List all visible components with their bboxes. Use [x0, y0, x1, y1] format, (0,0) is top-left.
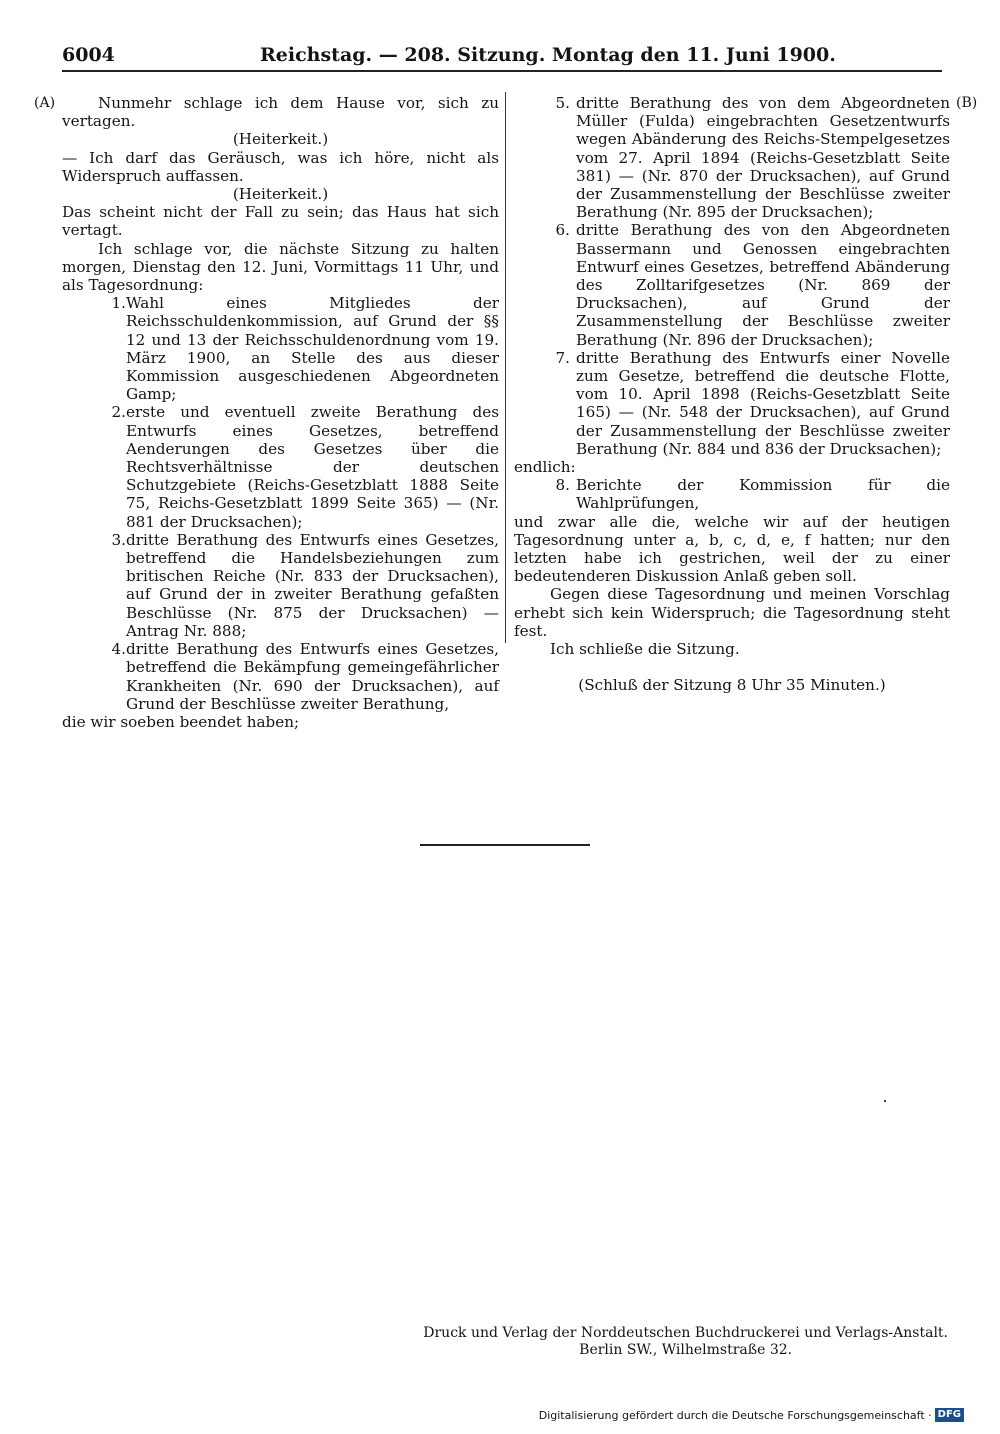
- agenda-item-text: dritte Berathung des Entwurfs eines Gesetzes, betreffend die Bekämpfung gemeingefährlicher Krankheiten (Nr. 690 der Drucksachen), auf Grund der Beschlüsse zweiter Berathung,: [126, 640, 499, 713]
- paragraph-close-session: Ich schließe die Sitzung.: [550, 640, 740, 659]
- agenda-item-text: dritte Berathung des Entwurfs einer Novelle zum Gesetze, betreffend die deutsche Flotte, vom 10. April 1898 (Reichs-Gesetzblatt Seite 165) — (Nr. 548 der Drucksachen), auf Grund der Zusammenstellung der Beschlüsse zweiter Berathung (Nr. 884 und 836 der Drucksachen);: [576, 348, 950, 458]
- agenda-item-number: 8.: [555, 476, 570, 495]
- paragraph-adjourn: Nunmehr schlage ich dem Hause vor, sich zu vertagen.: [62, 94, 499, 131]
- agenda-item-text: dritte Berathung des von dem Abgeordneten Müller (Fulda) eingebrachten Gesetzentwurfs wegen Abänderung des Reichs-Stempelgesetzes vom 27. April 1894 (Reichs-Gesetzblatt Seite 381) — (Nr. 870 der Drucksachen), auf Grund der Zusammenstellung der Beschlüsse zweiter Berathung (Nr. 895 der Drucksachen);: [576, 94, 950, 222]
- agenda-item-text: Wahl eines Mitgliedes der Reichsschuldenkommission, auf Grund der §§ 12 und 13 der Reichsschuldenordnung vom 19. März 1900, an Stelle des aus dieser Kommission ausgeschiedenen Abgeordneten Gamp;: [126, 294, 499, 404]
- closing-note: (Schluß der Sitzung 8 Uhr 35 Minuten.): [578, 676, 886, 695]
- scan-speck: [884, 1100, 886, 1102]
- left-column: [62, 94, 499, 731]
- agenda-item-number: 3.: [111, 530, 126, 549]
- printer-imprint: [423, 1325, 948, 1359]
- agenda-item-number: 7.: [555, 348, 570, 367]
- remark-laughter: (Heiterkeit.): [232, 185, 329, 204]
- agenda-item: [62, 294, 499, 403]
- credit-text: Digitalisierung gefördert durch die Deutsche Forschungsgemeinschaft ·: [538, 1408, 932, 1422]
- digitization-credit: [539, 1408, 964, 1422]
- page-number: 6004: [62, 44, 115, 66]
- agenda-item-text: Berichte der Kommission für die Wahlprüfungen,: [576, 476, 950, 513]
- margin-mark-b: (B): [956, 95, 978, 111]
- agenda-item: [62, 640, 499, 713]
- agenda-item: [62, 531, 499, 640]
- remark-laughter: (Heiterkeit.): [232, 130, 329, 149]
- endlich-label: endlich:: [514, 458, 576, 477]
- paragraph-adjourned: Das scheint nicht der Fall zu sein; das Haus hat sich vertagt.: [62, 203, 499, 240]
- imprint-line: Druck und Verlag der Norddeutschen Buchdruckerei und Verlags-Anstalt.: [423, 1325, 948, 1341]
- agenda-item-number: 4.: [111, 640, 126, 659]
- agenda-item: [514, 221, 950, 348]
- agenda-item-text: erste und eventuell zweite Berathung des Entwurfs eines Gesetzes, betreffend Aenderungen des Gesetzes über die Rechtsverhältnisse der deutschen Schutzgebiete (Reichs-Gesetzblatt 1888 Seite 75, Reichs-Gesetzblatt 1899 Seite 365) — (Nr. 881 der Drucksachen);: [126, 403, 499, 531]
- agenda-item: [62, 403, 499, 530]
- paragraph-agenda-fixed: Gegen diese Tagesordnung und meinen Vorschlag erhebt sich kein Widerspruch; die Tagesordnung steht fest.: [514, 585, 950, 640]
- right-column: [514, 94, 950, 695]
- agenda-item-number: 6.: [555, 221, 570, 240]
- paragraph-next-session: Ich schlage vor, die nächste Sitzung zu halten morgen, Dienstag den 12. Juni, Vormittags 11 Uhr, und als Tagesordnung:: [62, 239, 499, 295]
- agenda-item-text: dritte Berathung des von den Abgeordneten Bassermann und Genossen eingebrachten Entwurf eines Gesetzes, betreffend Abänderung des Zolltarifgesetzes (Nr. 869 der Drucksachen), auf Grund der Zusammenstellung der Beschlüsse zweiter Berathung (Nr. 896 der Drucksachen);: [576, 221, 950, 349]
- agenda-item: [514, 349, 950, 458]
- agenda-item-continuation: und zwar alle die, welche wir auf der heutigen Tagesordnung unter a, b, c, d, e, f hatten; nur den letzten habe ich gestrichen, weil der zu einer bedeutenderen Diskussion Anlaß geben soll.: [514, 512, 950, 586]
- agenda-item: [514, 476, 950, 512]
- margin-mark-a: (A): [34, 95, 56, 111]
- agenda-item-tail: die wir soeben beendet haben;: [62, 712, 300, 731]
- agenda-item-number: 1.: [111, 294, 126, 313]
- agenda-item: [514, 94, 950, 221]
- agenda-item-number: 5.: [555, 94, 570, 112]
- agenda-item-number: 2.: [111, 403, 126, 422]
- dfg-logo: DFG: [935, 1408, 964, 1422]
- header-title: Reichstag. — 208. Sitzung. Montag den 11. Juni 1900.: [260, 44, 836, 66]
- end-rule: [420, 844, 590, 846]
- running-header: [62, 44, 942, 70]
- header-rule: [62, 70, 942, 72]
- paragraph-noise: — Ich darf das Geräusch, was ich höre, nicht als Widerspruch auffassen.: [62, 148, 499, 185]
- agenda-item-text: dritte Berathung des Entwurfs eines Gesetzes, betreffend die Handelsbeziehungen zum britischen Reiche (Nr. 833 der Drucksachen), auf Grund der in zweiter Berathung gefaßten Beschlüsse (Nr. 875 der Drucksachen) — Antrag Nr. 888;: [126, 530, 499, 640]
- imprint-line: Berlin SW., Wilhelmstraße 32.: [579, 1342, 793, 1358]
- column-divider: [505, 92, 506, 643]
